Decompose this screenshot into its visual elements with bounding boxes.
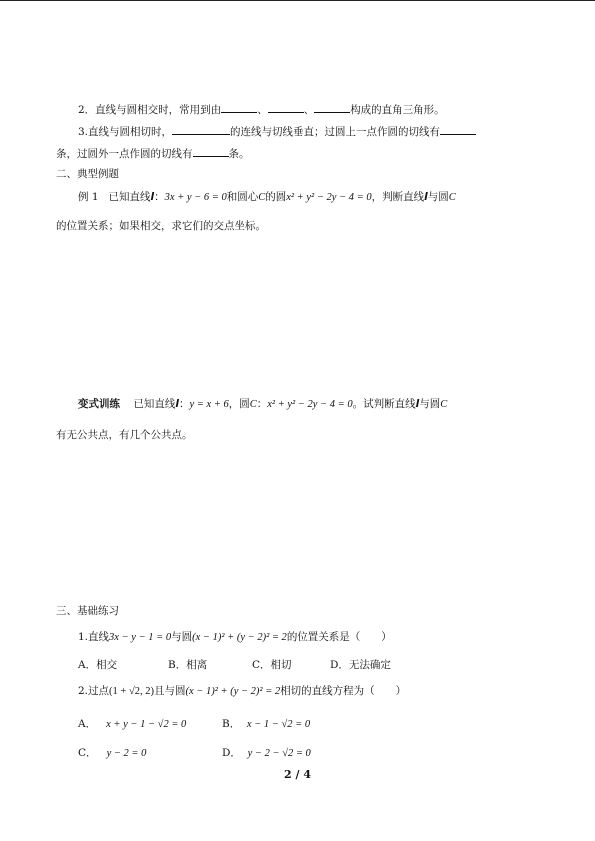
option-label: C． <box>78 747 97 759</box>
text: 与圆 <box>419 398 441 410</box>
fill-blank-question-3-line2 <box>56 145 250 161</box>
separator: 、 <box>303 104 315 116</box>
line-symbol: l <box>424 191 428 203</box>
q3-text-mid: 的连线与切线垂直；过圆上一点作圆的切线有 <box>230 126 441 138</box>
option-a[interactable] <box>78 717 186 732</box>
fill-blank-question-2 <box>78 101 445 117</box>
text: 2.过点 <box>78 685 110 697</box>
example-1-statement <box>78 190 456 205</box>
text: 相切的直线方程为（ ） <box>280 685 407 697</box>
option-equation: y − 2 − √2 = 0 <box>247 748 311 759</box>
fill-blank-question-3 <box>78 123 476 139</box>
section-heading-typical-examples: 二、典型例题 <box>56 168 119 180</box>
page-number: 2 / 4 <box>284 768 311 781</box>
q2-text-post: 构成的直角三角形。 <box>350 104 445 116</box>
point-coordinates: (1 + √2, 2) <box>109 686 154 697</box>
circle-symbol: C <box>440 399 448 410</box>
text: 和圆心 <box>226 191 259 203</box>
text: 1.直线 <box>78 631 110 643</box>
answer-blank[interactable] <box>268 101 304 113</box>
separator: 、 <box>257 104 268 116</box>
text: 已知直线 <box>108 191 151 203</box>
answer-blank[interactable] <box>172 123 230 135</box>
line-equation: y = x + 6 <box>189 399 229 410</box>
option-label: B． <box>222 718 241 730</box>
text: 的位置关系是（ ） <box>286 631 392 643</box>
q3-text-line2-post: 条。 <box>228 148 250 160</box>
circle-symbol: C <box>258 192 266 203</box>
option-equation: y − 2 = 0 <box>106 748 147 759</box>
option-equation: x − 1 − √2 = 0 <box>246 719 311 730</box>
option-b[interactable]: B．相离 <box>168 659 208 671</box>
line-equation: 3x + y − 6 = 0 <box>164 192 227 203</box>
option-a[interactable]: A．相交 <box>78 659 118 671</box>
text: ： <box>256 398 268 410</box>
answer-blank[interactable] <box>440 123 476 135</box>
text: 已知直线 <box>133 398 176 410</box>
text: 且与圆 <box>153 685 186 697</box>
text: ，圆 <box>228 398 250 410</box>
page-top-border <box>0 0 595 1</box>
circle-equation: (x − 1)² + (y − 2)² = 2 <box>192 632 287 643</box>
circle-equation: x² + y² − 2y − 4 = 0 <box>267 399 353 410</box>
text: ： <box>154 191 165 203</box>
option-b[interactable] <box>222 717 310 732</box>
q3-text-line2-pre: 条，过圆外一点作圆的切线有 <box>56 148 193 160</box>
circle-symbol: C <box>448 192 456 203</box>
line-symbol: l <box>175 398 179 410</box>
option-d[interactable]: D．无法确定 <box>330 659 391 671</box>
text: 与圆 <box>171 631 193 643</box>
variant-exercise-statement <box>78 397 447 412</box>
line-symbol: l <box>150 191 155 203</box>
answer-blank[interactable] <box>193 145 229 157</box>
practice-question-2 <box>78 684 406 699</box>
text: 的圆 <box>265 191 287 203</box>
option-d[interactable] <box>222 746 311 761</box>
example-1-statement-line2: 的位置关系；如果相交，求它们的交点坐标。 <box>56 220 266 232</box>
circle-equation: (x − 1)² + (y − 2)² = 2 <box>185 686 281 697</box>
option-equation: x + y − 1 − √2 = 0 <box>106 719 187 730</box>
option-label: A． <box>78 718 97 730</box>
text: ： <box>178 398 190 410</box>
line-symbol: l <box>415 398 420 410</box>
answer-blank[interactable] <box>221 101 257 113</box>
option-c[interactable]: C．相切 <box>252 659 292 671</box>
circle-equation: x² + y² − 2y − 4 = 0 <box>286 192 372 203</box>
text: ，判断直线 <box>371 191 425 203</box>
q2-text-pre: 2．直线与圆相交时，常用到由 <box>78 104 222 116</box>
option-c[interactable] <box>78 746 146 761</box>
variant-exercise-statement-line2: 有无公共点，有几个公共点。 <box>56 429 193 441</box>
variant-label: 变式训练 <box>78 398 120 410</box>
line-equation: 3x − y − 1 = 0 <box>109 632 172 643</box>
answer-blank[interactable] <box>314 101 350 113</box>
text: 。试判断直线 <box>352 398 416 410</box>
text: 与圆 <box>427 191 449 203</box>
option-label: D． <box>222 747 241 759</box>
q3-text-pre: 3.直线与圆相切时， <box>78 126 173 138</box>
section-heading-basic-practice: 三、基础练习 <box>56 605 119 617</box>
example-label: 例 1 <box>78 191 99 203</box>
practice-question-1 <box>78 630 392 645</box>
circle-symbol: C <box>249 399 257 410</box>
